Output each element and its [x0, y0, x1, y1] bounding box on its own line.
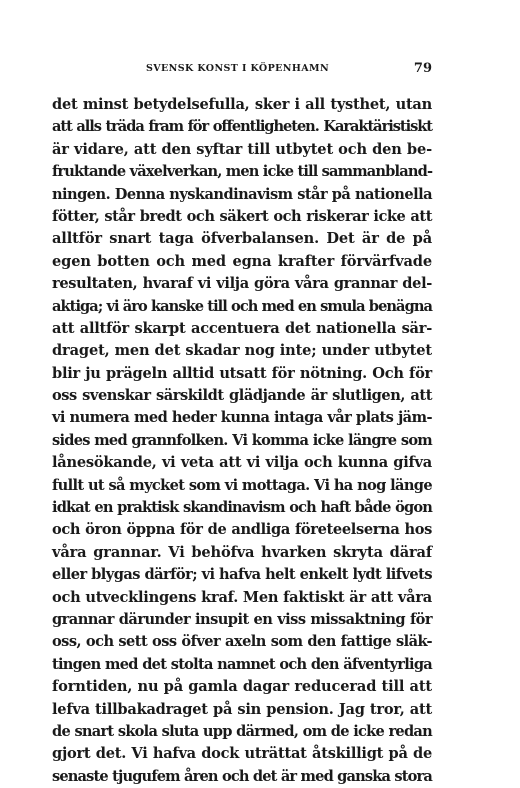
running-head — [52, 61, 432, 79]
text-line: det minst betydelsefulla, sker i all tysthet, utan — [52, 96, 432, 113]
text-line: är vidare, att den syftar till utbytet och den be- — [52, 140, 432, 158]
text-line: aktiga; vi äro kanske till och med en smula benägna — [52, 297, 432, 315]
text-line: alltför snart taga öfverbalansen. Det är de på — [52, 230, 432, 248]
text-line: och utvecklingens kraf. Men faktiskt är att våra — [52, 588, 432, 606]
text-line: blir ju prägeln alltid utsatt för nötning. Och för — [52, 364, 432, 382]
text-line: att alls träda fram för offentligheten. Karaktäristiskt — [52, 118, 432, 136]
text-line: senaste tjugufem åren och det är med ganska stora — [52, 767, 432, 785]
page-number: 79 — [413, 61, 432, 76]
text-line: oss, och sett oss öfver axeln som den fattige släk- — [52, 633, 432, 651]
text-line: lefva tillbakadraget på sin pension. Jag tror, att — [52, 700, 432, 718]
text-line: ningen. Denna nyskandinavism står på nationella — [52, 185, 432, 203]
text-line: sides med grannfolken. Vi komma icke längre som — [52, 431, 432, 449]
text-line: och öron öppna för de andliga företeelserna hos — [52, 521, 432, 539]
text-line: vi numera med heder kunna intaga vår plats jäm- — [52, 409, 432, 427]
running-title: SVENSK KONST I KÖPENHAMN — [146, 63, 330, 74]
text-line: tingen med det stolta namnet och den äfventyrliga — [52, 655, 432, 673]
text-line: idkat en praktisk skandinavism och haft både ögon — [52, 499, 432, 517]
text-line: gjort det. Vi hafva dock uträttat åtskilligt på de — [52, 745, 432, 763]
text-line: våra grannar. Vi behöfva hvarken skryta däraf — [52, 543, 432, 561]
text-line: de snart skola sluta upp därmed, om de icke redan — [52, 722, 432, 740]
text-line: grannar därunder insupit en viss missaktning för — [52, 610, 432, 628]
text-line: resultaten, hvaraf vi vilja göra våra grannar del- — [52, 275, 432, 293]
text-line: forntiden, nu på gamla dagar reducerad till att — [52, 678, 432, 696]
text-line: egen botten och med egna krafter förvärfvade — [52, 252, 432, 270]
text-line: fullt ut så mycket som vi mottaga. Vi ha nog länge — [52, 476, 432, 494]
text-line: att alltför skarpt accentuera det nationella sär- — [52, 319, 432, 337]
text-line: fruktande växelverkan, men icke till sammanbland- — [52, 163, 433, 181]
text-line: oss svenskar särskildt glädjande är slutligen, att — [52, 387, 432, 405]
text-line: lånesökande, vi veta att vi vilja och kunna gifva — [52, 454, 432, 472]
text-line: draget, men det skadar nog inte; under utbytet — [52, 342, 432, 360]
text-line: fötter, står bredt och säkert och riskerar icke att — [52, 207, 432, 225]
text-line: eller blygas därför; vi hafva helt enkelt lydt lifvets — [52, 566, 432, 584]
body-text — [52, 94, 432, 788]
